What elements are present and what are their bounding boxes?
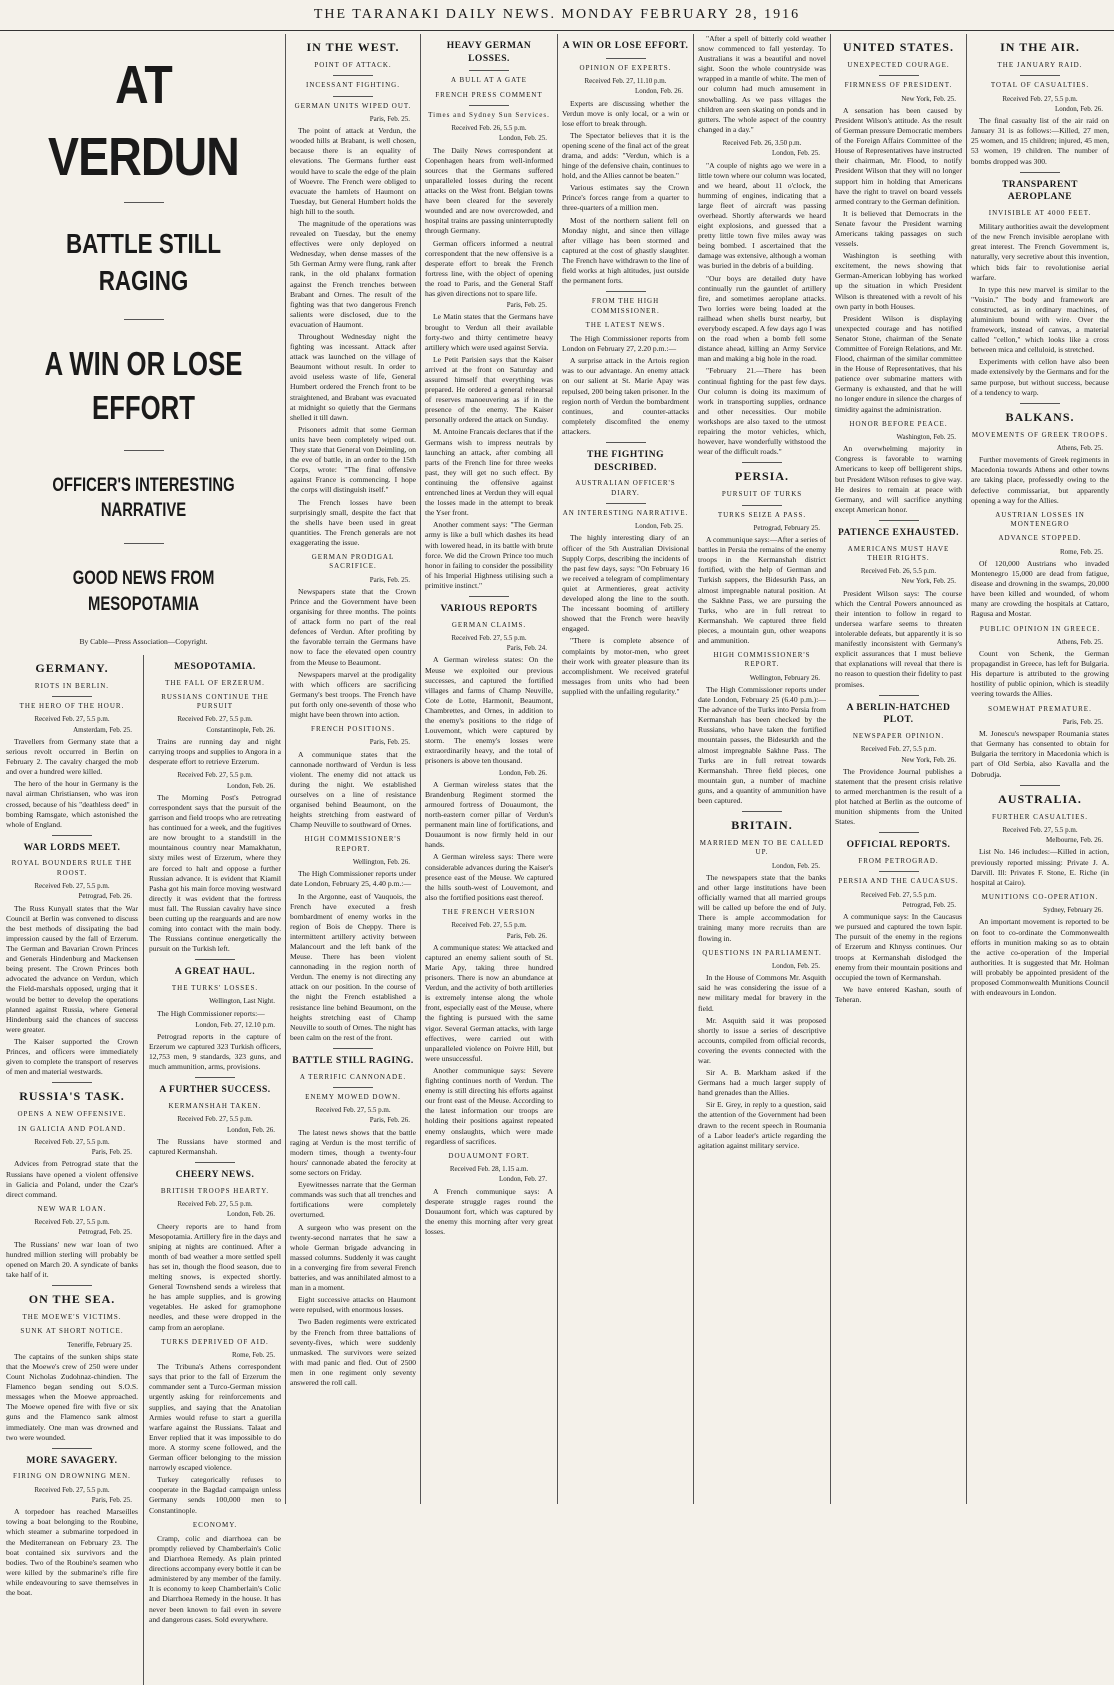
paragraph: Eight successive attacks on Haumont were repulsed, with enormous losses. [290, 1295, 416, 1315]
paragraph: The Russ Kunyall states that the War Council at Berlin was convened to discuss the best methods of dissipating the bad impression caused by the fall of Erzerum. The German and Bavarian Crown Princes and Generals Hindenburg and Mackensen being present. The Crown Princes both advocated the advance on Verdun, which the Field-marshals opposed, urging that it would be better to develop the operations planned against Russia, where General Hindenburg said the chances of success were greater. [6, 903, 138, 1034]
column-rule [143, 655, 144, 1685]
dateline: Paris, Feb. 25. [369, 575, 410, 584]
column-persia-britain [698, 34, 826, 1504]
received-line: Received Feb. 27, 5.5 p.m. [860, 890, 937, 899]
column-rule [830, 34, 831, 1504]
subhead: FROM PETROGRAD. [858, 856, 939, 865]
paragraph: The High Commissioner reports from London on February 27, 2.20 p.m.:— [562, 334, 689, 354]
section-russia: RUSSIA'S TASK. [19, 1089, 125, 1104]
paragraph: Washington is seething with excitement, the news showing that German-American lobbying has worked up the situation in which President Wilson is threatened with a revolt of his own party in both Houses. [835, 251, 962, 311]
dateline: Washington, Feb. 25. [896, 432, 956, 441]
section-mesopotamia: MESOPOTAMIA. [174, 661, 256, 672]
paragraph: List No. 146 includes:—Killed in action, previously reported missing: Private J. A. Darvill. Ill: Privates F. Stone, E. Riche (in hospital at Cairo). [971, 847, 1109, 887]
received-line: Received Feb. 27, 5.5 p.m. [177, 715, 253, 724]
subhead: THE JANUARY RAID. [997, 60, 1083, 69]
column-win-or-lose [562, 34, 689, 1504]
dateline: Athens, Feb. 25. [1056, 444, 1103, 452]
germany-subcolumn [6, 655, 138, 1600]
paragraph: Le Matin states that the Germans have brought to Verdun all their available forty-two and thirty centimetre heavy artillery which were used against Servia. [425, 312, 553, 352]
dateline: Amsterdam, Feb. 25. [73, 725, 132, 734]
paragraph: The French losses have been surprisingly small, despite the fact that the shells have been used in great quantities. The French generals are not exaggerating the issue. [290, 497, 416, 547]
subhead: MOVEMENTS OF GREEK TROOPS. [971, 430, 1109, 439]
subhead: AMERICANS MUST HAVE THEIR RIGHTS. [847, 544, 950, 562]
received-line: Received Feb. 27, 5.5 p.m. [315, 1106, 391, 1115]
received-line: Received Feb. 27, 5.5 p.m. [451, 921, 527, 930]
paragraph: Experiments with cellon have also been made extensively by the Germans and for the same purpose, but without success, because of a tendency to warp. [971, 357, 1109, 397]
dateline: Paris, Feb. 25. [91, 1148, 132, 1157]
dateline: New York, Feb. 26. [901, 755, 956, 764]
paragraph: The Providence Journal publishes a statement that the present crisis relative to armed merchantmen is the result of a plot hatched at Berlin as the outcome of munition shipments from the United States. [835, 766, 962, 827]
paragraph: M. Antoine Francais declares that if the Germans wish to impress neutrals by launching an attack, after combing all parts of the French line for three weeks past, they will get no such effect. By continuing the offensive against entrenched lines at Verdun they will equal the losses made in the attempt to break the Yser front. [425, 427, 553, 518]
dateline: Petrograd, Feb. 26. [78, 892, 132, 901]
section-battle-still-raging: BATTLE STILL RAGING. [292, 1055, 414, 1066]
paragraph: President Wilson says: The course which the Central Powers announced as their intention to follow in regard to undersea warfare seems to threaten intolerable defeats, but apparently it is so manifestly inconsistent with Germany's explicit assurances that I must believe that explanations will reveal that there is no reason to question their fidelity to past promises. [835, 588, 962, 689]
dateline: London, Feb. 26. [226, 1125, 275, 1134]
paragraph: Another communique says: Severe fighting continues north of Verdun. The enemy is still directing his efforts against our front east of the Meuse. According to the latest information our troops are holding their positions against repeated enemy onslaughts, which were made regardless of sacrifices. [425, 1065, 553, 1146]
paragraph: In type this new marvel is similar to the "Voisin." The body and framework are constructed, as in ordinary machines, of aluminium bound with wire. Over the framework, instead of canvas, a material called "cellon," which looks like a cross between mica and celluloid, is stretched. [971, 284, 1109, 355]
paragraph: A communique states: We attacked and captured an enemy salient south of St. Marie Apy, taking three hundred prisoners. There is now an abundance at Verdun, and the activity of both artilleries is extremely intense along the whole front, especially east of the Meuse, where the fighting is pursued with the same vigor. Several German attacks, with large effectives, were carried out with unparalleled violence on Poivre Hill, but were unsuccessful. [425, 942, 553, 1063]
dateline: Melbourne, Feb. 26. [1046, 836, 1103, 845]
dateline: Paris, Feb. 24. [506, 644, 547, 653]
section-united-states: UNITED STATES. [843, 40, 954, 54]
paragraph: Trains are running day and night carrying troops and supplies to Angora in a desperate effort to retrieve Erzerum. [149, 736, 281, 767]
subhead: Times and Sydney Sun Services. [428, 110, 550, 119]
received-line: Received Feb. 27, 5.5 p.m. [34, 715, 110, 724]
section-transparent-aeroplane: TRANSPARENT AEROPLANE [1001, 179, 1079, 203]
subhead: TURKS SEIZE A PASS. [717, 510, 807, 519]
subhead: NEWSPAPER OPINION. [852, 731, 945, 740]
paragraph: "A couple of nights ago we were in a little town where our column was located, and we heard, about 11 o'clock, the humming of engines, indicating that a large fleet of aircraft was passing overhead. Shortly afterwards we heard eight explosions, and guessed that a pretty little town five miles away was being bombed. I ascertained that the damage was extensive, although a woman was buried in the debris of a building. [698, 160, 826, 271]
subhead: UNEXPECTED COURAGE. [847, 60, 950, 69]
paragraph: "There is complete absence of complaints by motor-men, who greet their work with greater pleasure than its accomplishment. We received grateful messages from units who had been supplied with the unfailing regularity." [562, 636, 689, 696]
subhead: FIRMNESS OF PRESIDENT. [844, 81, 953, 90]
section-in-the-air: IN THE AIR. [1000, 40, 1080, 54]
paragraph: A communique says:—After a series of battles in Persia the remains of the enemy troops in the Kermanshah district fortified, with the help of German and Turkish sappers, the Bidesurkh Pass, an almost impregnable natural position. At the Sakhne Pass, we are pursuing the Turks, who are in full retreat to Kermanshah. We captured three field pieces, a mountain gun, other weapons and ammunition. [698, 535, 826, 646]
dateline: London, Feb. 26. [634, 87, 683, 96]
headline-win-or-lose: A WIN OR LOSE EFFORT [44, 345, 243, 426]
paragraph: A German wireless states: On the Meuse we exploited our previous successes, and captured the fortified villages and farms of Champ Neuville, Cote de Lotte, Harmonit, Beaumont, Chambrettes, and Ornes, in addition to the enemy's positions to the ridge of Louvemont, which were captured by storm. The enemy's losses were extraordinarily heavy, and the total of prisoners is above ten thousand. [425, 655, 553, 766]
dateline: Petrograd, Feb. 25. [902, 900, 956, 909]
section-further-success: A FURTHER SUCCESS. [159, 1085, 271, 1096]
dateline: Teneriffe, February 25. [67, 1340, 132, 1349]
subhead: AUSTRIAN LOSSES IN MONTENEGRO [995, 510, 1085, 529]
paragraph: A surprise attack in the Artois region was to our advantage. An enemy attack on our salient at St. Marie Apay was repulsed, 200 being taken prisoner. In the region north of Verdun the bombardment continues, and counter-attacks completely discomfited the enemy attackers. [562, 356, 689, 436]
received-line: Received Feb. 27, 5.5 p.m. [34, 882, 110, 891]
subhead: INVISIBLE AT 4000 FEET. [988, 208, 1092, 217]
subhead: A TERRIFIC CANNONADE. [299, 1072, 407, 1081]
paragraph: The point of attack at Verdun, the wooded hills at Brabant, is well chosen, because there is an equality of elevations. The Germans further east would have to scale the edge of the plain of Woevre. The French were obliged to evacuate the hamlets of Haumont on Tuesday, but General Humbert holds the high hill to the south. [290, 126, 416, 216]
received-line: Received Feb. 26, 5.5 p.m. [860, 567, 937, 576]
received-line: Received Feb. 27, 5.5 p.m. [34, 1485, 110, 1494]
subhead: ECONOMY. [192, 1520, 238, 1529]
paragraph: A French communique says: A desperate struggle rages round the Douaumont fort, which was captured by the enemy this morning after very great losses. [425, 1186, 553, 1236]
section-official-reports: OFFICIAL REPORTS. [846, 840, 951, 851]
section-win-or-lose: A WIN OR LOSE EFFORT. [562, 41, 689, 51]
subhead: GERMAN PRODIGAL SACRIFICE. [311, 552, 395, 571]
paragraph: The High Commissioner reports under date London, February 25 (6.40 p.m.):— The advance of the Turks into Persia from Kermanshah has been checked by the Russians, who have taken the fortified mountain passes, the Bidesurkh and the almost impregnable Sakhne Pass. The Turks are in full retreat towards Kermanshah. Three field pieces, one mountain gun, a number of machine guns, and a quantity of ammunition have been captured. [698, 685, 827, 806]
subhead: FROM THE HIGH COMMISSIONER. [591, 297, 660, 315]
paragraph: The High Commissioner reports under date London, February 25, 4.40 p.m.:— [290, 869, 416, 889]
subhead: AUSTRALIAN OFFICER'S DIARY. [575, 479, 676, 497]
section-in-the-west: IN THE WEST. [306, 40, 400, 54]
subhead: THE FALL OF ERZERUM. [165, 678, 265, 687]
dateline: Petrograd, February 25. [753, 523, 820, 532]
subhead: RUSSIANS CONTINUE THE PURSUIT [161, 692, 269, 711]
section-patience-exhausted: PATIENCE EXHAUSTED. [837, 527, 960, 538]
subhead: SUNK AT SHORT NOTICE. [20, 1327, 124, 1336]
paragraph: Various estimates say the Crown Prince's forces range from a quarter to three-quarters of a million men. [562, 183, 689, 213]
paragraph: The Spectator believes that it is the opening scene of the final act of the great drama, and adds: "Verdun, which is a hinge of the defensive chain, continues to hold, and the Allies cannot be beaten." [562, 130, 689, 181]
paragraph: The latest news shows that the battle raging at Verdun is the most terrific of modern times, though a twenty-four hours' cannonade abated the ferocity at some sectors on Friday. [290, 1127, 416, 1178]
section-persia: PERSIA. [734, 469, 789, 484]
column-rule [966, 34, 967, 1504]
dateline: London, Feb. 25. [498, 134, 547, 143]
subhead: QUESTIONS IN PARLIAMENT. [702, 948, 822, 957]
paragraph: Experts are discussing whether the Verdun move is only local, or a win or lose effort to break through. [562, 98, 689, 128]
dateline: London, Feb. 27, 12.10 p.m. [195, 1020, 275, 1029]
paragraph: Cheery reports are to hand from Mesopotamia. Artillery fire in the days and sniping at nights are continued. After a month of bad weather a more settled spell has set in, though the flood season, due to melting snows, is expected shortly. General Townshend sends a wireless that he has ample supplies, and is growing vegetables. He asked for gramophone needles, and these were dropped in the camp from an aeroplane. [149, 1221, 281, 1332]
column-rule [420, 34, 421, 1504]
paragraph: An important movement is reported to be on foot to co-ordinate the Commonwealth efforts in munition making so as to obtain the active co-operation of the Imperial authorities. It is suggested that Mr. Holman will probably be appointed president of the proposed Commonwealth Munitions Council with endeavours in London. [971, 917, 1109, 998]
dateline: Paris, Feb. 26. [506, 931, 547, 940]
received-line: Received Feb. 28, 1.15 a.m. [449, 1165, 529, 1173]
subhead: POINT OF ATTACK. [314, 60, 392, 69]
section-berlin-plot: A BERLIN-HATCHED PLOT. [846, 702, 951, 726]
paragraph: M. Jonescu's newspaper Roumania states that Germany has consented to obtain for Bulgaria the territory in Macedonia which is part of Old Serbia, also Kavalla and the Dobrudja. [971, 729, 1109, 779]
paragraph: The hero of the hour in Germany is the naval airman Christiansen, who was iron crossed, because of his "deathless deed" in bombing Ramsgate, which astonished the whole of England. [6, 779, 138, 829]
paragraph: A German wireless says: There were considerable advances during the Kaiser's presence east of the Meuse. We captured the hills south-west of Louvemont, and also the fortified positions east thereof. [425, 852, 553, 902]
dateline: Petrograd, Feb. 25. [78, 1228, 132, 1237]
dateline: Paris, Feb. 25. [1062, 717, 1103, 726]
subhead: THE TURKS' LOSSES. [171, 983, 259, 992]
paragraph: The Kaiser supported the Crown Princes, and officers were immediately given to complete the transport of reserves of men and material westwards. [6, 1036, 138, 1077]
section-various-reports: VARIOUS REPORTS [440, 603, 538, 614]
section-fighting-described: THE FIGHTING DESCRIBED. [587, 450, 664, 473]
section-more-savagery: MORE SAVAGERY. [26, 1455, 118, 1466]
subhead: FURTHER CASUALTIES. [991, 812, 1089, 821]
paragraph: The Russians have stormed and captured Kermanshah. [149, 1136, 281, 1156]
subhead: KERMANSHAH TAKEN. [168, 1101, 262, 1110]
received-line: Received Feb. 26, 3.50 p.m. [722, 138, 802, 147]
paragraph: The Morning Post's Petrograd correspondent says that the pursuit of the garrison and field troops who are retreating has continued for a week, and the fugitives are now brought to a standstill in the mountainous country near Mamakhatun, sixty miles west of Erzerum, where they are forced to halt and oppose a further Russian advance. It is evident that Kiamil Pasha got his main force moving westward directly it was evident that the fortress must fall. The Russian cavalry have since been cutting up the rearguards and are now coming into contact with the main body. The Russians continue energetically the pursuit on the Turkish left. [149, 792, 281, 954]
received-line: Received Feb. 27, 5.5 p.m. [177, 771, 253, 780]
paragraph: Of 120,000 Austrians who invaded Montenegro 15,000 are dead from fatigue, disease and drowning in the swamps, 20,000 have been killed and wounded, of whom many are crowding the hospitals at Cattaro, Ragusa and Mostar. [971, 558, 1109, 619]
paragraph: Sir E. Grey, in reply to a question, said the attention of the Government had been drawn to the recent speech in Roumania of a Labor leader's article regarding the agitation against military service. [698, 1100, 826, 1150]
paragraph: Prisoners admit that some German units have been completely wiped out. They state that General von Deimling, on the eve of battle, in an order to the 15th Corps, wrote: "The final offensive against France is commencing. I hope the corps will distinguish itself." [290, 424, 416, 495]
column-rule [557, 34, 558, 1504]
subhead: FRENCH PRESS COMMENT [435, 90, 543, 99]
paragraph: The newspapers state that the banks and other large institutions have been officially warned that all married groups will be called up before the end of July. There is ample accommodation for training many more recruits than are flowing in. [698, 872, 826, 943]
subhead: THE HERO OF THE HOUR. [19, 702, 125, 711]
subhead: MUNITIONS CO-OPERATION. [981, 892, 1099, 901]
paragraph: Further movements of Greek regiments in Macedonia towards Athens and other towns are taking place, professedly owing to the defective commissariat, but apparently opening a way for the Allies. [971, 455, 1109, 505]
paragraph: It is believed that Democrats in the Senate favour the President warning Americans taking passages on such vessels. [835, 208, 962, 249]
dateline: Athens, Feb. 25. [1056, 637, 1103, 646]
subhead: NEW WAR LOAN. [37, 1204, 107, 1213]
subhead: SOMEWHAT PREMATURE. [988, 704, 1092, 713]
subhead: THE FRENCH VERSION [442, 907, 536, 916]
paragraph: Most of the northern salient fell on Monday night, and since then village after village has been stormed and captured at the cost of ghastly slaughter. The French have withdrawn to the line of field works at high altitudes, just outside the permanent forts. [562, 215, 689, 286]
subhead: OPINION OF EXPERTS. [579, 63, 672, 72]
paragraph: The final casualty list of the air raid on January 31 is as follows:—Killed, 27 men, 25 women, and 15 children; injured, 45 men, 53 women, 19 children. The number of bombs dropped was 300. [971, 116, 1109, 166]
received-line: Received Feb. 27, 5.5 p.m. [177, 1199, 253, 1208]
dateline: New York, Feb. 25. [901, 94, 956, 103]
paragraph: "After a spell of bitterly cold weather snow commenced to fall yesterday. To Australians it was a beautiful and novel sight. Soon the whole countryside was wrapped in a mantle of white. The men of our column had much amusement in snowballing. As we pass villages the children are seen skating on ponds and in gutters. The whole aspect of the country changed in a day." [698, 34, 826, 134]
received-line: Received Feb. 27, 11.10 p.m. [584, 76, 667, 85]
paragraph: Turkey categorically refuses to cooperate in the Bagdad campaign unless Germany sends 100,000 men to Constantinople. [149, 1475, 281, 1515]
paragraph: Another comment says: "The German army is like a bull which dashes its head with lowered head, in its battle with brute force. We did the Crown Prince too much honor in failing to consider the possibility of his Imperial Highness utilising such a primitive instinct." [425, 520, 553, 590]
section-cheery-news: CHEERY NEWS. [175, 1170, 255, 1181]
column-rule [693, 34, 694, 1504]
section-great-haul: A GREAT HAUL. [174, 967, 256, 978]
subhead: GERMAN UNITS WIPED OUT. [294, 101, 412, 110]
paragraph: German officers informed a neutral correspondent that the new offensive is a desperate effort to break the French fortress line, with the object of opening the road to Paris, and the General Staff has given directions not to spare life. [425, 238, 553, 299]
paragraph: An overwhelming majority in Congress is favorable to warning Americans to keep off belligerent ships, but President Wilson refuses to give way. He desires to remain at peace with Germany, and will sacrifice anything except American honor. [835, 444, 962, 514]
section-heavy-german-losses: HEAVY GERMAN LOSSES. [446, 41, 532, 64]
subhead: PURSUIT OF TURKS [721, 490, 803, 499]
received-line: Received Feb. 27, 5.5 p.m. [177, 1115, 253, 1124]
paragraph: The magnitude of the operations was revealed on Tuesday, but the enemy effectives were only deployed on Wednesday, when dense masses of the 5th German Army were flung, rank after rank, in the old phalanx formation against the French trenches between Brabant and Ornes. The result of the fighting was that two dangerous French salients were disclosed, due to the evacuation of Haumont. [290, 218, 416, 329]
paragraph: In the Argonne, east of Vauquois, the French have executed a fresh bombardment of enemy works in the region of Bois de Cheppy. There is intermittent artillery activity between Malancourt and the left bank of the Meuse. There has been violent cannonading in the region north of Verdun. The enemy is not directing any attack on our position. In the course of the night the French established a resistance line behind Beaumont, on the heights stretching east of Champ Neuville to south of Ornes. The night has been calm on the rest of the front. [290, 891, 416, 1042]
paragraph: Sir A. B. Markham asked if the Germans had a much larger supply of hand grenades than the Allies. [698, 1068, 826, 1098]
dateline: Rome, Feb. 25. [232, 1350, 275, 1359]
dateline: London, Feb. 25. [771, 149, 820, 158]
paragraph: The highly interesting diary of an officer of the 5th Australian Divisional Supply Corps, describing the incidents of the past few days, says: "On February 16 we received a telegram of complimentary quiet at Armentieres, great activity developed along the line to the south. The incessant booming of artillery showed that the French were heavily engaged. [562, 533, 689, 634]
paragraph: A surgeon who was present on the twenty-second narrates that he saw a whole German brigade advancing in massed columns. Suddenly it was caught in a converging fire from several French batteries, and was annihilated almost to a man in a moment. [290, 1222, 416, 1293]
paragraph: Mr. Asquith said it was proposed shortly to issue a series of descriptive accounts, compiled from official records, covering the events connected with the war. [698, 1015, 826, 1065]
subhead: THE MOEWE'S VICTIMS. [22, 1313, 122, 1321]
subhead: DOUAUMONT FORT. [448, 1151, 530, 1160]
dateline: Wellington, February 26. [749, 673, 820, 682]
subhead: RIOTS IN BERLIN. [34, 681, 110, 690]
dateline: Paris, Feb. 25. [369, 114, 410, 123]
paragraph: A communique says: In the Caucasus we pursued and captured the town Ispir. The pursuit of the enemy in the regions of Erzerum and Khnyss continues. Our troops at Kermanshah dislodged the enemy from their mountain positions and occupied the town of Kermanshah. [835, 912, 962, 982]
received-line: Received Feb. 27, 5.5 p.m. [860, 745, 937, 754]
paragraph: Newspapers state that the Crown Prince and the Government have been organising for three months. The points of attack form no part of the real defences of Verdun. After profiting by the favorable terrain the Germans have now to face the elevated open country from the Meuse to Beaumont. [290, 586, 416, 667]
paragraph: Travellers from Germany state that a serious revolt occurred in Berlin on February 2. The cavalry charged the mob and over a hundred were killed. [6, 737, 138, 777]
dateline: Rome, Feb. 25. [1060, 547, 1103, 556]
subhead: MARRIED MEN TO BE CALLED UP. [699, 839, 825, 857]
byline: By Cable—Press Association—Copyright. [79, 636, 208, 646]
received-line: Received Feb. 27, 5.5 p.m. [451, 633, 527, 642]
subhead: ADVANCE STOPPED. [998, 534, 1082, 543]
paragraph: The captains of the sunken ships state that the Moewe's crew of 250 were under Count Nicholas Zudohnaz-chindien. The Flamenco began sending out S.O.S. messages when the Moewe approached. The Moewe opened fire with five or six guns and the Flamenco sank almost immediately. One man was drowned and two were wounded. [6, 1351, 138, 1442]
section-war-lords: WAR LORDS MEET. [23, 842, 121, 853]
headline-at-verdun: AT VERDUN [48, 55, 239, 187]
subhead: IN GALICIA AND POLAND. [18, 1124, 126, 1133]
paragraph: A communique states that the cannonade northward of Verdun is less violent. The enemy did not attack us during the night. We established ourselves on a line of resistance organised behind Beaumont, on the heights stretching from eastward of Champ Neuville to southward of Ornes. [290, 749, 416, 830]
dateline: Paris, Feb. 25. [506, 301, 547, 310]
subhead: TURKS DEPRIVED OF AID. [161, 1337, 269, 1346]
paragraph: "February 21.—There has been continual fighting for the past few days. Our column is doing its maximum of work in transporting supplies, ordnance and other necessities. Our mobile workshops are also taxed to the utmost repairing the motor vehicles, which, however, have wonderfully withstood the wear of the difficult roads." [698, 366, 826, 457]
paragraph: Petrograd reports in the capture of Erzerum we captured 323 Turkish officers, 12,753 men, 9 standards, 323 guns, and much ammunition, arms, provisions. [149, 1031, 281, 1072]
paragraph: Cramp, colic and diarrhoea can be promptly relieved by Chamberlain's Colic and Diarrhoea Remedy. As plain printed directions accompany every bottle it can be administered by any member of the family. It is economy to keep Chamberlain's Colic and Diarrhoea Remedy in the house. It has never been known to fail even in severe and dangerous cases. Sold everywhere. [149, 1533, 281, 1624]
section-britain: BRITAIN. [731, 818, 793, 833]
paragraph: The High Commissioner reports:— [157, 1008, 265, 1018]
subhead: THE LATEST NEWS. [585, 320, 666, 329]
dateline: Paris, Feb. 26. [369, 1116, 410, 1125]
subhead: HIGH COMMISSIONER'S REPORT. [304, 835, 402, 853]
section-germany: GERMANY. [35, 660, 109, 675]
subhead: A BULL AT A GATE [451, 76, 527, 85]
dateline: Constantinople, Feb. 26. [206, 725, 275, 734]
paragraph: A torpedoer has reached Marseilles towing a boat belonging to the Roubine, which steamer a submarine torpedoed in the Mediterranean on February 23. The boat contained six survivors and the bodies. Two of the Roubine's seamen who were killed by the submarine's rifle fire while endeavouring to save themselves in the boat. [6, 1507, 138, 1597]
received-line: Received Feb. 27, 5.5 p.m. [1002, 825, 1078, 834]
subhead: HONOR BEFORE PEACE. [849, 419, 948, 428]
paragraph: A German wireless states that the Brandenburg Regiment stormed the armoured fortress of Douaumont, the north-eastern corner pillar of Verdun's permanent main line of fortifications, and Douaumont is now firmly held in our hands. [425, 779, 553, 850]
paragraph: The Tribuna's Athens correspondent says that prior to the fall of Erzerum the commander sent a Turco-German mission urgently asking for reinforcements and supplies, and saying that the Anatolian Armies would refuse to start a guerilla warfare against the Russians. Talaat and Enver replied that it was impossible to do more. A stormy scene followed, and the German officer belonging to the mission narrowly escaped violence. [149, 1362, 281, 1473]
subhead: GERMAN CLAIMS. [451, 620, 527, 629]
dateline: London, Feb. 25. [771, 861, 820, 870]
paragraph: Military authorities await the development of the new French invisible aeroplane with great interest. The French Government is, naturally, very secretive about this invention, which bids fair to revolutionise aerial warfare. [971, 222, 1109, 282]
paragraph: The Daily News correspondent at Copenhagen hears from well-informed sources that the Germans suffered unparalleled losses during the recent attacks on the West front. Belgian towns have been cleared for the severely wounded and are now overcrowded, and hospital trains are passing uninterruptedly through Germany. [425, 145, 553, 236]
paragraph: A sensation has been caused by President Wilson's attitude. As the result of German pressure Democratic members of the Foreign Affairs Committee of the House of Representatives have instructed their chairman, Mr. Flood, to notify President Wilson that they will no longer support him in holding that Americans have the right to travel on board vessels armed contrary to the German definition. [835, 105, 962, 206]
section-balkans: BALKANS. [1005, 409, 1075, 424]
paragraph: President Wilson is displaying unexpected courage and has notified Senator Stone, chairman of the Senate Committee of Foreign Relations, and Mr. Flood, chairman of the similar committee in the House of Representatives, that his patience over submarine matters with Germany is exhausted, and that he will no longer endure in silence the charges of timidity against the administration. [835, 313, 962, 414]
received-line: Received Feb. 27, 5.5 p.m. [34, 1137, 110, 1146]
paragraph: Throughout Wednesday night the fighting was incessant. Attack after attack was launched on the village of Beaumont without result. In order to avoid useless waste of life, General Humbert ordered the French front to be straightened, and Brabant was evacuated at midnight so quietly that the Germans shelled it till dawn. [290, 332, 416, 422]
subhead: TOTAL OF CASUALTIES. [990, 81, 1090, 90]
paragraph: In the House of Commons Mr. Asquith said he was considering the issue of a new military medal for bravery in the field. [698, 973, 826, 1013]
paragraph: The Russians' new war loan of two hundred million sterling will probably be opened on March 20. A syndicate of banks take half of it. [6, 1239, 138, 1279]
subhead: AN INTERESTING NARRATIVE. [562, 508, 689, 517]
subhead: PUBLIC OPINION IN GREECE. [979, 624, 1101, 633]
paragraph: Le Petit Parisien says that the Kaiser arrived at the front on Saturday and assured himself that everything was prepared. He ordered a general rehearsal of reserves manoeuvering as if in the presence of the enemy. The Kaiser personally ordered the attack on Sunday. [425, 354, 553, 425]
dateline: Sydney, February 26. [1043, 906, 1103, 915]
paragraph: Two Baden regiments were extricated by the French from three battalions of seventy-fives, which were suddenly unmasked. The survivors were seized with mad panic and fled. Out of 2500 men in one regiment only seventy answered the roll call. [290, 1317, 416, 1387]
subhead: ENEMY MOWED DOWN. [305, 1092, 401, 1101]
paragraph: Eyewitnesses narrate that the German commands was such that all trenches and fortifications were completely overturned. [290, 1180, 416, 1220]
dateline: London, Feb. 25. [771, 961, 820, 970]
subhead: OPENS A NEW OFFENSIVE. [17, 1110, 127, 1119]
subhead: ROYAL BOUNDERS RULE THE ROOST. [11, 859, 133, 877]
received-line: Received Feb. 26, 5.5 p.m. [451, 124, 527, 133]
column-rule [285, 34, 286, 1504]
paragraph: "Our boys are detailed duty have continually run the gauntlet of artillery fire, and sometimes aeroplane attacks. Two lorries were being loaded at the railhead when shells burst nearby, but everybody escaped. A few days ago I was on the road when a bomb fell some distance ahead, killing an Army Service man and making a big hole in the road. [698, 273, 826, 364]
column-in-the-west [290, 34, 416, 1504]
dateline: Paris, Feb. 25. [369, 738, 410, 747]
headline-battle-raging: BATTLE STILL RAGING [65, 227, 222, 296]
dateline: London, Feb. 26. [1054, 104, 1103, 113]
subhead: FIRING ON DROWNING MEN. [13, 1472, 131, 1481]
headline-officers-narrative: OFFICER'S INTERESTING NARRATIVE [52, 474, 235, 522]
subhead: FRENCH POSITIONS. [311, 725, 395, 734]
section-australia: AUSTRALIA. [998, 791, 1082, 806]
headline-mesopotamia-news: GOOD NEWS FROM MESOPOTAMIA [72, 568, 215, 615]
section-on-the-sea: ON THE SEA. [28, 1292, 116, 1307]
dateline: London, Feb. 27. [498, 1175, 547, 1184]
paragraph: We have entered Kashan, south of Teheran. [835, 984, 962, 1004]
dateline: London, Feb. 26. [498, 768, 547, 777]
dateline: Paris, Feb. 25. [91, 1495, 132, 1504]
received-line: Received Feb. 27, 5.5 p.m. [34, 1218, 110, 1227]
subhead: HIGH COMMISSIONER'S REPORT. [713, 651, 811, 669]
dateline: London, Feb. 26. [226, 1210, 275, 1219]
column-united-states [835, 34, 962, 1504]
mesopotamia-subcolumn [149, 655, 281, 1627]
subhead: PERSIA AND THE CAUCASUS. [838, 877, 959, 886]
column-heavy-german-losses [425, 34, 553, 1504]
dateline: Wellington, Last Night. [209, 997, 275, 1006]
column-in-the-air [971, 34, 1109, 1504]
dateline: London, Feb. 25. [634, 522, 683, 531]
lead-story [6, 34, 281, 1624]
subhead: INCESSANT FIGHTING. [306, 81, 400, 90]
received-line: Received Feb. 27, 5.5 p.m. [1002, 94, 1078, 103]
paragraph: Count von Schenk, the German propagandist in Greece, has left for Bulgaria. His departure is attributed to the growing hostility of public opinion, which is steadily veering towards the Allies. [971, 649, 1109, 699]
dateline: New York, Feb. 25. [901, 577, 956, 586]
paragraph: Advices from Petrograd state that the Russians have opened a violent offensive in Galicia and Poland, under the Czar's direct command. [6, 1159, 138, 1199]
dateline: Wellington, Feb. 26. [352, 858, 410, 867]
paragraph: Newspapers marvel at the prodigality with which officers are sacrificing Germany's best troops. The French have put forth only one-seventh of those who might have been thrown into action. [290, 669, 416, 719]
subhead: BRITISH TROOPS HEARTY. [160, 1186, 270, 1195]
masthead: THE TARANAKI DAILY NEWS. MONDAY FEBRUARY 28, 1916 [0, 0, 1114, 31]
dateline: London, Feb. 26. [226, 781, 275, 790]
